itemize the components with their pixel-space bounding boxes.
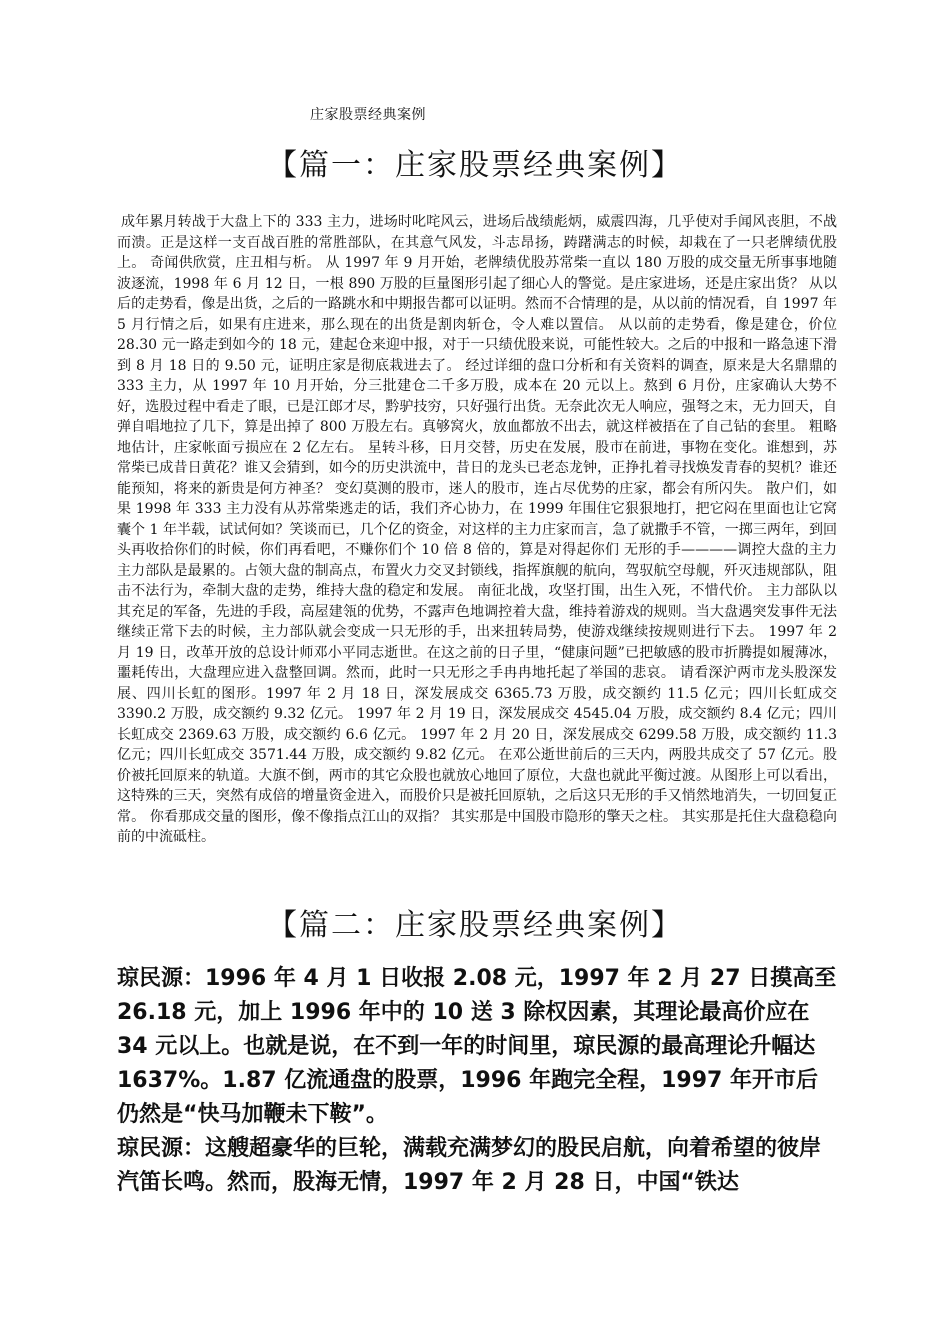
section-title-1: 【篇一：庄家股票经典案例】 (267, 148, 683, 183)
section-1-body: 成年累月转战于大盘上下的 333 主力，进场时叱咤风云，进场后战绩彪炳，威震四海，几乎使对手闻风丧胆，不战而溃。正是这样一支百战百胜的常胜部队，在其意气风发，斗志昂扬，踌躇满志的时候，却栽在了一只老牌绩优股上。 奇闻供欣赏，庄丑相与析。 从 1997 年 9 月开始，老牌绩优股苏常柴一直以 180 万股的成交量无所事事地随波逐流，1998 年 6 月 12 日，一根 890 万股的巨量图形引起了细心人的警觉。是庄家进场，还是庄家出货？ 从以后的走势看，像是出货，之后的一路跳水和中期报告都可以证明。然而不合情理的是，从以前的情况看，自 1997 年 5 月行情之后，如果有庄进来，那么现在的出货是割肉斩仓，令人难以置信。 从以前的走势看，像是建仓，价位 28.30 元一路走到如今的 18 元，建起仓来迎中报，对于一只绩优股来说，可能性较大。之后的中报和一路急速下滑到 8 月 18 日的 9.50 元，证明庄家是彻底栽进去了。 经过详细的盘口分析和有关资料的调查，原来是大名鼎鼎的 333 主力，从 1997 年 10 月开始，分三批建仓二千多万股，成本在 20 元以上。熬到 6 月份，庄家确认大势不好，选股过程中看走了眼，已是江郎才尽，黔驴技穷，只好强行出货。无奈此次无人响应，强弩之末，无力回天，自弹自唱地拉了几下，算是出掉了 800 万股左右。真够窝火，放血都放不出去，就这样被捂在了自己钻的套里。 粗略地估计，庄家帐面亏损应在 2 亿左右。 星转斗移，日月交替，历史在发展，股市在前进，事物在变化。谁想到，苏常柴已成昔日黄花？谁又会猜到，如今的历史洪流中，昔日的龙头已老态龙钟，正挣扎着寻找焕发青春的契机？谁还能预知，将来的新贵是何方神圣？ 变幻莫测的股市，迷人的股市，连占尽优势的庄家，都会有所闪失。 散户们，如果 1998 年 333 主力没有从苏常柴逃走的话，我们齐心协力，在 1999 年围住它狠狠地打，把它闷在里面也让它窝囊个 1 年半载，试试何如？笑谈而已，几个亿的资金，对这样的主力庄家而言，急了就撒手不管，一掷三两年，到回头再收拾你们的时候，你们再看吧，不赚你们个 10 倍 8 倍的，算是对得起你们 无形的手————调控大盘的主力 主力部队是最累的。占领大盘的制高点，布置火力交叉封锁线，指挥旗舰的航向，驾驭航空母舰，歼灭违规部队，阻击不法行为，牵制大盘的走势，维持大盘的稳定和发展。 南征北战，攻坚打围，出生入死，不惜代价。 主力部队以其充足的军备，先进的手段，高屋建瓴的优势，不露声色地调控着大盘，维持着游戏的规则。当大盘遇突发事件无法继续正常下去的时候，主力部队就会变成一只无形的手，出来扭转局势，使游戏继续按规则进行下去。 1997 年 2 月 19 日，改革开放的总设计师邓小平同志逝世。在这之前的日子里，“健康问题”已把敏感的股市折腾提如履薄冰，噩耗传出，大盘理应进入盘整回调。然而，此时一只无形之手冉冉地托起了举国的悲哀。 请看深沪两市龙头股深发展、四川长虹的图形。1997 年 2 月 18 日，深发展成交 6365.73 万股，成交额约 11.5 亿元；四川长虹成交 3390.2 万股，成交额约 9.32 亿元。 1997 年 2 月 19 日，深发展成交 4545.04 万股，成交额约 8.4 亿元；四川长虹成交 2369.63 万股，成交额约 6.6 亿元。 1997 年 2 月 20 日，深发展成交 6299.58 万股，成交额约 11.3 亿元；四川长虹成交 3571.44 万股，成交额约 9.82 亿元。 在邓公逝世前后的三天内，两股共成交了 57 亿元。股价被托回原来的轨道。大旗不倒，两市的其它众股也就放心地回了原位，大盘也就此平衡过渡。从图形上可以看出，这特殊的三天，突然有成倍的增量资金进入，而股价只是被托回原轨，之后这只无形的手又悄然地消失，一切回复正常。 你看那成交量的图形，像不像指点江山的双指？ 其实那是中国股市隐形的擎天之柱。 其实那是托住大盘稳稳向前的中流砥柱。 (117, 214, 837, 845)
running-header: 庄家股票经典案例 (310, 107, 426, 123)
section-2-body (117, 962, 837, 1200)
section-title-2: 【篇二：庄家股票经典案例】 (267, 908, 683, 943)
section-2-paragraph: 琼民源：这艘超豪华的巨轮，满载充满梦幻的股民启航，向着希望的彼岸汽笛长鸣。然而，股海无情，1997 年 2 月 28 日，中国“铁达 (117, 1136, 822, 1195)
section-2-paragraph: 琼民源：1996 年 4 月 1 日收报 2.08 元，1997 年 2 月 27 日摸高至 26.18 元，加上 1996 年中的 10 送 3 除权因素，其理论最高价应在 34 元以上。也就是说，在不到一年的时间里，琼民源的最高理论升幅达 1637%。1.87 亿流通盘的股票，1996 年跑完全程，1997 年开市后仍然是“快马加鞭未下鞍”。 (117, 966, 837, 1127)
